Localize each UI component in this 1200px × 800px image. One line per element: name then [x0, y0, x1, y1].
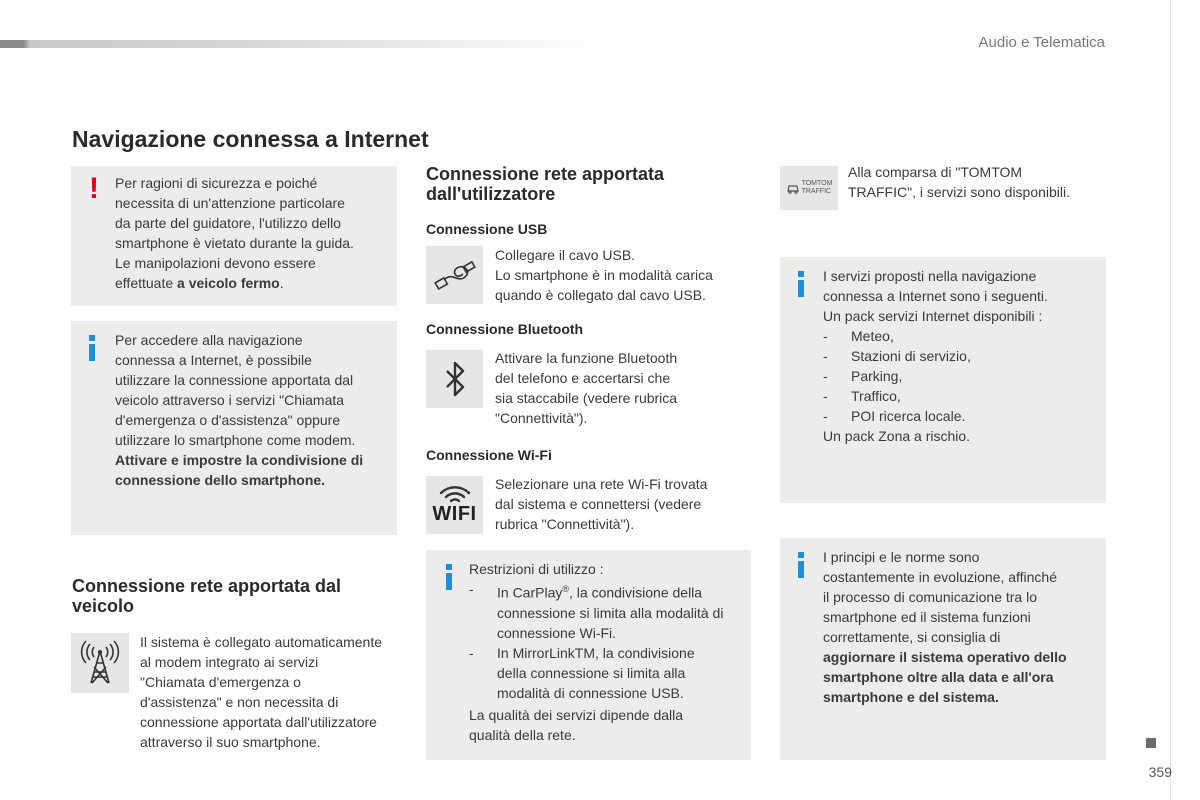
info-box-restrictions: [426, 550, 751, 760]
list-item: - Traffico,: [823, 386, 1103, 406]
bluetooth-text: Attivare la funzione Bluetooth del telefono e accertarsi che sia staccabile (vedere rubrica "Connettività").: [495, 350, 678, 426]
info-icon: [798, 271, 804, 297]
info-icon: [446, 564, 452, 590]
info-box-access: [71, 321, 397, 535]
page-corner-marker: [1146, 738, 1156, 748]
warning-text: Per ragioni di sicurezza e poiché necessita di un'attenzione particolare da parte del guidatore, l'utilizzo dello smartphone è vietato durante la guida. Le manipolazioni devono essere effettuate a veicolo fermo.: [115, 175, 354, 291]
user-connection-heading: Connessione rete apportata dall'utilizzatore: [426, 164, 665, 204]
page-number: 359: [1148, 764, 1172, 780]
restrictions-text: Restrizioni di utilizzo : - In CarPlay®, la condivisione della connessione si limita alla modalità di connessione Wi-Fi. - In MirrorLinkTM, la condivisione della connessione si limita alla modalità di connessione USB. La qualità dei servizi dipende dalla qualità della rete.: [469, 559, 749, 745]
wifi-icon-label: WIFI: [432, 503, 477, 525]
usb-cable-icon: [426, 246, 483, 304]
usb-text: Collegare il cavo USB. Lo smartphone è in modalità carica quando è collegato dal cavo USB.: [495, 247, 713, 303]
wifi-heading: Connessione Wi-Fi: [426, 447, 552, 463]
warning-icon: !: [89, 172, 99, 205]
tomtom-text: Alla comparsa di "TOMTOM TRAFFIC", i servizi sono disponibili.: [848, 164, 1071, 200]
list-item: - Parking,: [823, 366, 1103, 386]
bluetooth-heading: Connessione Bluetooth: [426, 321, 584, 337]
tomtom-traffic-icon: TOMTOM TRAFFIC: [780, 166, 838, 210]
list-item: - Stazioni di servizio,: [823, 346, 1103, 366]
usb-heading: Connessione USB: [426, 221, 548, 237]
section-label: Audio e Telematica: [978, 34, 1105, 51]
info-access-text: Per accedere alla navigazione connessa a Internet, è possibile utilizzare la connessione apportata dal veicolo attraverso i servizi "Chiamata d'emergenza o d'assistenza" oppure utilizzare lo smartphone come modem. Attivare e impostre la condivisione di connessione dello smartphone.: [115, 332, 364, 488]
info-icon: [89, 335, 95, 361]
page-edge-line: [1170, 0, 1171, 800]
vehicle-connection-heading: Connessione rete apportata dal veicolo: [72, 576, 342, 616]
services-text: I servizi proposti nella navigazione connessa a Internet sono i seguenti. Un pack servizi Internet disponibili : - Meteo, - Stazioni di servizio, - Parking, - Traffico, - POI ricerca locale. Un pack Zona a rischio.: [823, 266, 1103, 446]
restrictions-list: [469, 579, 749, 703]
list-item: - Meteo,: [823, 326, 1103, 346]
info-icon: [798, 552, 804, 578]
list-item: - In CarPlay®, la condivisione della connessione si limita alla modalità di connessione Wi-Fi.: [469, 579, 749, 643]
header-gradient-bar: [0, 40, 600, 48]
list-item: - POI ricerca locale.: [823, 406, 1103, 426]
list-item: - In MirrorLinkTM, la condivisione della connessione si limita alla modalità di connessione USB.: [469, 643, 749, 703]
info-box-services: [780, 257, 1106, 503]
warning-box: [71, 166, 397, 306]
services-list: [823, 326, 1103, 426]
wifi-icon: [426, 476, 483, 534]
info-box-principles: [780, 538, 1106, 760]
page-title: Navigazione connessa a Internet: [72, 126, 429, 152]
bluetooth-icon: [426, 350, 483, 408]
antenna-icon: [71, 633, 129, 693]
wifi-text: Selezionare una rete Wi-Fi trovata dal sistema e connettersi (vedere rubrica "Connettività").: [495, 476, 708, 532]
principles-text: I principi e le norme sono costantemente in evoluzione, affinché il processo di comunicazione tra lo smartphone ed il sistema funzioni correttamente, si consiglia di aggiornare il sistema operativo dello smartphone oltre alla data e all'ora smartphone e del sistema.: [823, 549, 1067, 705]
vehicle-connection-text: Il sistema è collegato automaticamente al modem integrato ai servizi "Chiamata d'emergenza o d'assistenza" e non necessita di connessione apportata dall'utilizzatore attraverso il suo smartphone.: [140, 634, 383, 750]
